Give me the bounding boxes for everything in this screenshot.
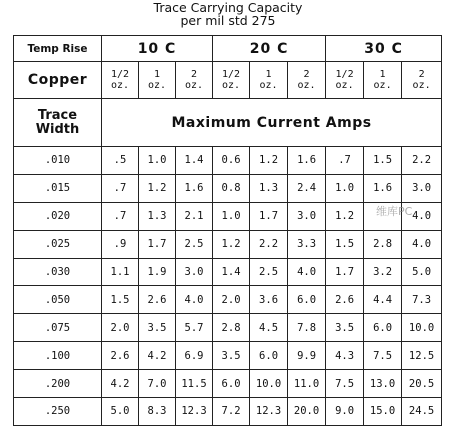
current-value-cell: 2.5 (250, 258, 288, 286)
current-value-cell: 4.5 (250, 314, 288, 342)
copper-weight-header: 1/2 oz. (213, 62, 250, 99)
trace-width-cell: .100 (14, 342, 102, 370)
current-value-cell: .7 (326, 147, 364, 175)
current-value-cell: 15.0 (364, 398, 402, 426)
current-value-cell: 1.7 (139, 230, 176, 258)
current-value-cell: .5 (102, 147, 139, 175)
title-line-1: Trace Carrying Capacity (153, 0, 303, 15)
table-row (14, 370, 442, 398)
table-row (14, 398, 442, 426)
current-value-cell: 9.0 (326, 398, 364, 426)
temp-rise-row (14, 36, 442, 62)
current-value-cell: 6.9 (176, 342, 213, 370)
trace-width-cell: .250 (14, 398, 102, 426)
current-value-cell: 2.0 (102, 314, 139, 342)
trace-width-cell: .015 (14, 174, 102, 202)
current-value-cell: 3.5 (139, 314, 176, 342)
current-value-cell: 12.3 (176, 398, 213, 426)
temp-30c-header: 30 C (326, 36, 442, 62)
current-value-cell: 1.5 (326, 230, 364, 258)
current-value-cell: 7.3 (402, 286, 442, 314)
current-value-cell: 1.4 (213, 258, 250, 286)
table-row (14, 230, 442, 258)
current-value-cell: 1.3 (250, 174, 288, 202)
current-value-cell: 3.5 (326, 314, 364, 342)
current-value-cell: 1.9 (139, 258, 176, 286)
current-value-cell: 1.0 (139, 147, 176, 175)
current-value-cell: 24.5 (402, 398, 442, 426)
current-value-cell: 1.2 (326, 202, 364, 230)
current-value-cell: 1.2 (139, 174, 176, 202)
current-value-cell: 3.3 (288, 230, 326, 258)
current-value-cell: 7.8 (288, 314, 326, 342)
current-value-cell: 4.0 (176, 286, 213, 314)
current-value-cell: 3.5 (213, 342, 250, 370)
current-value-cell: 4.2 (139, 342, 176, 370)
current-value-cell (364, 202, 402, 230)
table-body (14, 36, 442, 426)
current-value-cell: 10.0 (402, 314, 442, 342)
current-value-cell: 1.0 (326, 174, 364, 202)
current-value-cell: 2.2 (250, 230, 288, 258)
current-value-cell: 1.0 (213, 202, 250, 230)
current-value-cell: 1.6 (364, 174, 402, 202)
current-value-cell: 3.0 (176, 258, 213, 286)
current-value-cell: 2.5 (176, 230, 213, 258)
copper-label: Copper (14, 62, 102, 99)
current-value-cell: 2.6 (102, 342, 139, 370)
current-value-cell: 6.0 (250, 342, 288, 370)
current-value-cell: 4.0 (402, 202, 442, 230)
current-value-cell: 1.2 (213, 230, 250, 258)
current-value-cell: 1.5 (102, 286, 139, 314)
trace-width-cell: .010 (14, 147, 102, 175)
current-value-cell: 1.6 (288, 147, 326, 175)
current-value-cell: 6.0 (213, 370, 250, 398)
max-current-label: Maximum Current Amps (102, 99, 442, 147)
trace-width-cell: .020 (14, 202, 102, 230)
current-value-cell: 6.0 (364, 314, 402, 342)
trace-width-cell: .025 (14, 230, 102, 258)
table-title (0, 1, 456, 29)
current-value-cell: 1.5 (364, 147, 402, 175)
copper-weight-header: 1/2 oz. (102, 62, 139, 99)
capacity-table (13, 35, 442, 426)
current-value-cell: 4.3 (326, 342, 364, 370)
current-value-cell: 20.5 (402, 370, 442, 398)
table-row (14, 258, 442, 286)
current-value-cell: 4.2 (102, 370, 139, 398)
trace-width-cell: .050 (14, 286, 102, 314)
current-value-cell: 2.0 (213, 286, 250, 314)
current-value-cell: 0.8 (213, 174, 250, 202)
current-value-cell: 4.4 (364, 286, 402, 314)
current-value-cell: 0.6 (213, 147, 250, 175)
current-value-cell: 2.2 (402, 147, 442, 175)
copper-weight-header: 1 oz. (364, 62, 402, 99)
current-value-cell: 8.3 (139, 398, 176, 426)
current-value-cell: 11.0 (288, 370, 326, 398)
table-row (14, 342, 442, 370)
table-row (14, 147, 442, 175)
watermark-logo: 维库PC (376, 205, 413, 218)
copper-weight-header: 2 oz. (402, 62, 442, 99)
current-value-cell: 1.3 (139, 202, 176, 230)
current-value-cell: 4.0 (288, 258, 326, 286)
trace-width-header-row (14, 99, 442, 147)
current-value-cell: .9 (102, 230, 139, 258)
trace-width-cell: .200 (14, 370, 102, 398)
trace-width-cell: .075 (14, 314, 102, 342)
current-value-cell: 3.6 (250, 286, 288, 314)
current-value-cell: 4.0 (402, 230, 442, 258)
copper-weight-header: 2 oz. (288, 62, 326, 99)
table-row (14, 314, 442, 342)
current-value-cell: 1.6 (176, 174, 213, 202)
current-value-cell: 5.7 (176, 314, 213, 342)
current-value-cell: 2.4 (288, 174, 326, 202)
current-value-cell: 2.6 (326, 286, 364, 314)
temp-10c-header: 10 C (102, 36, 213, 62)
current-value-cell: 1.7 (326, 258, 364, 286)
current-value-cell: 10.0 (250, 370, 288, 398)
current-value-cell: 1.1 (102, 258, 139, 286)
current-value-cell: 12.3 (250, 398, 288, 426)
temp-rise-label: Temp Rise (14, 36, 102, 62)
current-value-cell: 12.5 (402, 342, 442, 370)
current-value-cell: 2.8 (213, 314, 250, 342)
trace-width-cell: .030 (14, 258, 102, 286)
current-value-cell: 20.0 (288, 398, 326, 426)
current-value-cell: 3.2 (364, 258, 402, 286)
copper-weight-header: 1/2 oz. (326, 62, 364, 99)
copper-weight-header: 1 oz. (250, 62, 288, 99)
current-value-cell: .7 (102, 202, 139, 230)
current-value-cell: 6.0 (288, 286, 326, 314)
current-value-cell: 9.9 (288, 342, 326, 370)
current-value-cell: 7.2 (213, 398, 250, 426)
current-value-cell: 5.0 (102, 398, 139, 426)
current-value-cell: 3.0 (402, 174, 442, 202)
current-value-cell: 2.6 (139, 286, 176, 314)
current-value-cell: 11.5 (176, 370, 213, 398)
table-row (14, 174, 442, 202)
trace-width-label: Trace Width (14, 99, 102, 147)
title-line-2: per mil std 275 (180, 13, 276, 28)
current-value-cell: 1.4 (176, 147, 213, 175)
current-value-cell: 7.5 (326, 370, 364, 398)
copper-row (14, 62, 442, 99)
current-value-cell: 7.0 (139, 370, 176, 398)
current-value-cell: 5.0 (402, 258, 442, 286)
copper-weight-header: 1 oz. (139, 62, 176, 99)
table-row (14, 202, 442, 230)
current-value-cell: 13.0 (364, 370, 402, 398)
copper-weight-header: 2 oz. (176, 62, 213, 99)
current-value-cell: 1.7 (250, 202, 288, 230)
table-row (14, 286, 442, 314)
current-value-cell: 7.5 (364, 342, 402, 370)
current-value-cell: 3.0 (288, 202, 326, 230)
temp-20c-header: 20 C (213, 36, 326, 62)
current-value-cell: .7 (102, 174, 139, 202)
current-value-cell: 1.2 (250, 147, 288, 175)
current-value-cell: 2.8 (364, 230, 402, 258)
current-value-cell: 2.1 (176, 202, 213, 230)
